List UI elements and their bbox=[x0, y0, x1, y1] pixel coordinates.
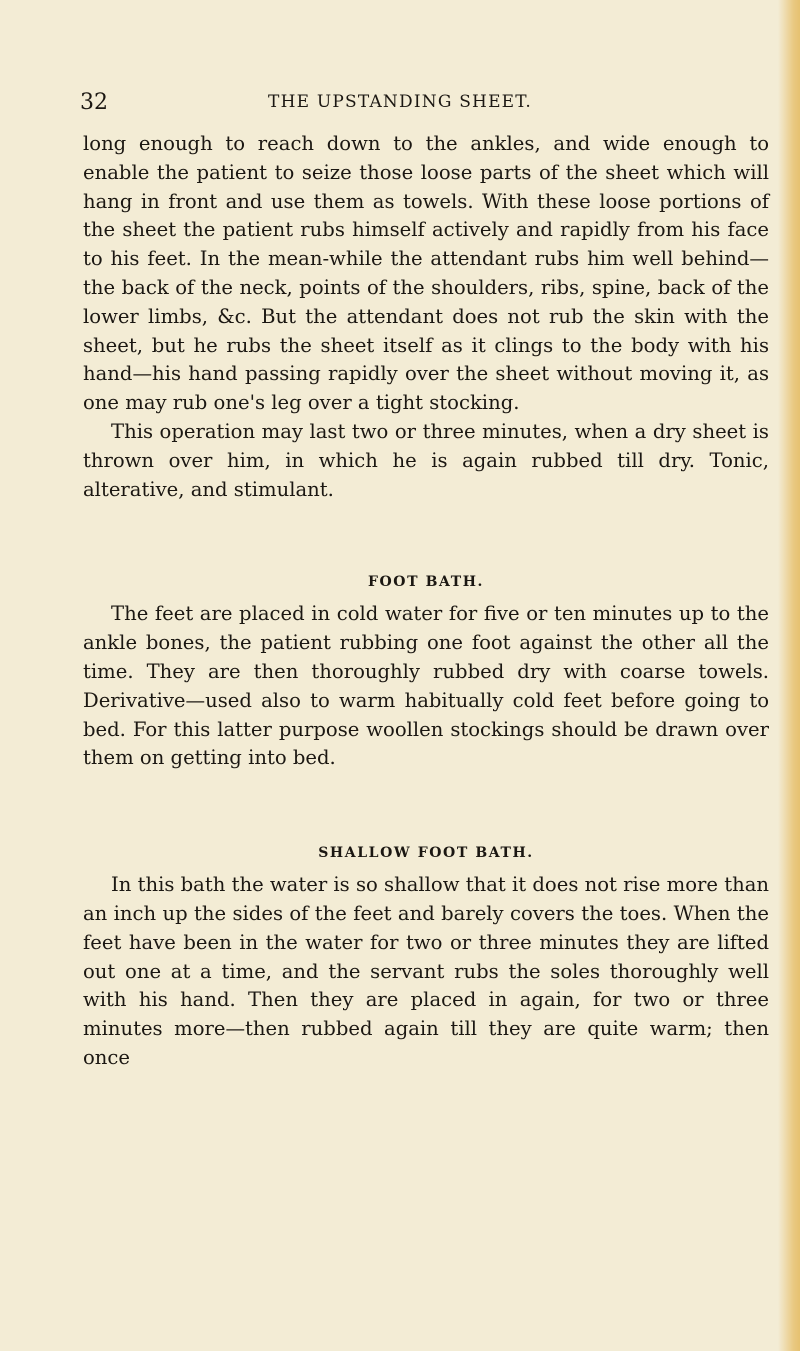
running-title: THE UPSTANDING SHEET. bbox=[268, 92, 532, 112]
page-number: 32 bbox=[80, 90, 108, 115]
paragraph-operation: This operation may last two or three minutes, when a dry sheet is thrown over him, in which he is again rubbed till dry. Tonic, alterative, and stimulant. bbox=[83, 419, 769, 501]
paragraph-shallow-foot-bath: In this bath the water is so shallow that it does not rise more than an inch up the sides of the feet and barely covers the toes. When the feet have been in the water for two or three minutes they are lifted out one at a time, and the servant rubs the soles thoroughly well with his hand. Then they are placed in again, for two or three minutes more—then rubbed again till they are quite warm; then once bbox=[83, 873, 769, 1069]
page-header bbox=[80, 90, 720, 118]
section-heading-foot-bath: FOOT BATH. bbox=[367, 574, 485, 591]
section-heading-shallow-foot-bath: SHALLOW FOOT BATH. bbox=[318, 845, 534, 862]
page-body bbox=[83, 130, 769, 1073]
paragraph-foot-bath: The feet are placed in cold water for five or ten minutes up to the ankle bones, the patient rubbing one foot against the other all the time. They are then thoroughly rubbed dry with coarse towels. Derivative—used also to warm habitually cold feet before going to bed. For this latter purpose woollen stockings should be drawn over them on getting into bed. bbox=[83, 602, 769, 770]
page-edge-shading bbox=[778, 0, 800, 1351]
paragraph-intro: long enough to reach down to the ankles, and wide enough to enable the patient to seize those loose parts of the sheet which will hang in front and use them as towels. With these loose portions of the sheet the patient rubs himself actively and rapidly from his face to his feet. In the mean-while the attendant rubs him well behind—the back of the neck, points of the shoulders, ribs, spine, back of the lower limbs, &c. But the attendant does not rub the skin with the sheet, but he rubs the sheet itself as it clings to the body with his hand—his hand passing rapidly over the sheet without moving it, as one may rub one's leg over a tight stocking. bbox=[83, 132, 769, 415]
